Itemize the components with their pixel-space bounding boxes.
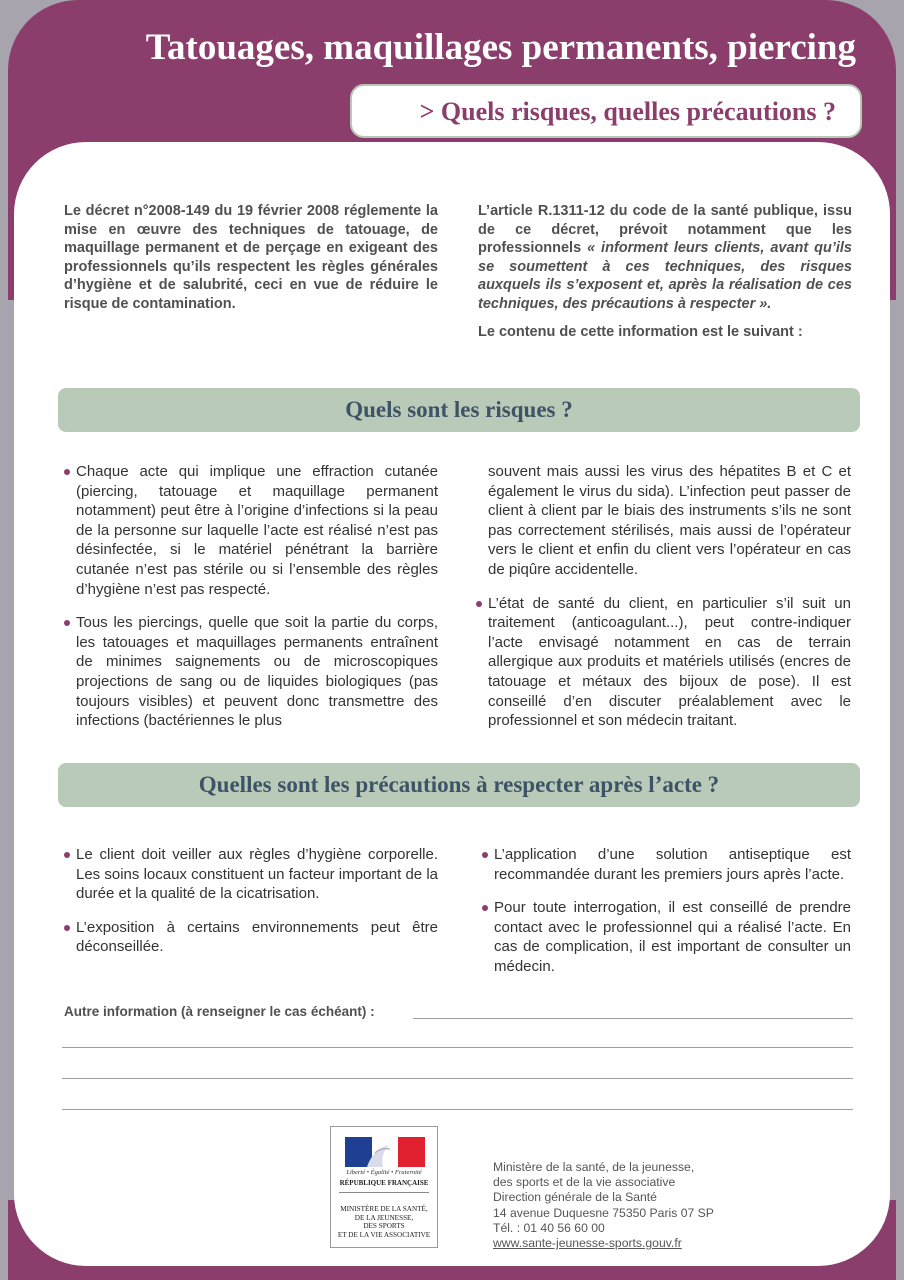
logo-ministry-line: DE LA JEUNESSE,	[354, 1213, 414, 1222]
subtitle-box: > Quels risques, quelles précautions ?	[350, 84, 862, 138]
logo-motto: Liberté • Égalité • Fraternité	[346, 1169, 422, 1176]
ministry-address	[493, 1160, 714, 1251]
logo-republic: RÉPUBLIQUE FRANÇAISE	[339, 1179, 429, 1187]
address-line: 14 avenue Duquesne 75350 Paris 07 SP	[493, 1205, 714, 1220]
bullet-dot-icon	[482, 905, 488, 911]
precaution-bullet-3	[482, 845, 851, 884]
intro-right	[478, 202, 852, 342]
website-link[interactable]: www.sante-jeunesse-sports.gouv.fr	[493, 1236, 682, 1251]
precaution-bullet-4-text: Pour toute interrogation, il est conseillé de prendre contact avec le professionnel qui a réalisé l’acte. En cas de complication, il est important de consulter un médecin.	[494, 899, 851, 975]
marianne-flag-icon	[345, 1137, 425, 1167]
page-title: Tatouages, maquillages permanents, piercing	[145, 27, 856, 68]
risks-heading: Quels sont les risques ?	[58, 388, 860, 432]
risk-bullet-2-text: Tous les piercings, quelle que soit la partie du corps, les tatouages et maquillages permanents entraînent de minimes saignements ou de microscopiques projections de sang ou de liquides biologiques (pas toujours visibles) et peuvent donc transmettre des infections (bactériennes le plus	[76, 614, 438, 730]
other-info-line-3[interactable]	[62, 1078, 853, 1079]
precaution-bullet-1	[64, 845, 438, 904]
ministry-logo	[330, 1126, 438, 1248]
logo-ministry-line: ET DE LA VIE ASSOCIATIVE	[337, 1230, 431, 1239]
risk-bullet-1	[64, 462, 438, 599]
bullet-dot-icon	[482, 852, 488, 858]
other-info-line-1[interactable]	[413, 1018, 853, 1019]
risk-bullet-2	[64, 613, 438, 731]
bullet-dot-icon	[64, 469, 70, 475]
address-line: Ministère de la santé, de la jeunesse,	[493, 1160, 695, 1174]
bullet-dot-icon	[64, 852, 70, 858]
risk-bullet-3	[476, 594, 851, 731]
precaution-bullet-1-text: Le client doit veiller aux règles d’hygiène corporelle. Les soins locaux constituent un facteur important de la durée et la qualité de la cicatrisation.	[76, 846, 438, 903]
other-info-label: Autre information (à renseigner le cas échéant) :	[64, 1004, 375, 1019]
intro-left-text: Le décret n°2008-149 du 19 février 2008 réglemente la mise en œuvre des techniques de tatouage, de maquillage permanent et de perçage en exigeant des professionnels qu’ils respectent les règles générales d’hygiène et de salubrité, ceci en vue de réduire le risque de contamination.	[64, 203, 438, 312]
other-info-line-4[interactable]	[62, 1109, 853, 1110]
logo-ministry-line: MINISTÈRE DE LA SANTÉ,	[340, 1205, 428, 1213]
precaution-bullet-3-text: L’application d’une solution antiseptique est recommandée durant les premiers jours après l’acte.	[494, 846, 851, 883]
address-line: Direction générale de la Santé	[493, 1190, 657, 1205]
address-phone: Tél. : 01 40 56 60 00	[493, 1220, 605, 1235]
address-line: des sports et de la vie associative	[493, 1175, 676, 1190]
logo-separator	[339, 1192, 429, 1193]
risk-bullet-2-continued: souvent mais aussi les virus des hépatites B et C et également le virus du sida). L’infection peut passer de client à client par le biais des instruments s’ils ne sont pas correctement stérilisés, mais aussi de l’opérateur vers le client et enfin du client vers l’opérateur en cas de piqûre accidentelle.	[488, 463, 851, 578]
bullet-dot-icon	[476, 601, 482, 607]
intro-right-lead: L’article R.1311-12 du code de la santé publique, issu de ce décret, prévoit notamment que les professionnels	[478, 203, 852, 256]
precautions-col-left	[76, 845, 438, 971]
intro-right-quote: « informent leurs clients, avant qu’ils se soumettent à ces techniques, des risques auxquels ils s’exposent et, après la réalisation de ces techniques, des précautions à respecter ».	[478, 240, 852, 312]
logo-ministry-text	[333, 1205, 435, 1239]
risk-bullet-3-text: L’état de santé du client, en particulier s’il suit un traitement (anticoagulant...), peut contre-indiquer l’acte envisagé notamment en cas de terrain allergique aux produits et matériels utilisés (encres de tatouage et métaux des bijoux de pose). Il est conseillé d’en discuter préalablement avec le professionnel et son médecin traitant.	[488, 594, 851, 730]
logo-ministry-line: DES SPORTS	[363, 1222, 405, 1231]
precautions-heading: Quelles sont les précautions à respecter après l’acte ?	[58, 763, 860, 807]
precautions-col-right	[494, 845, 851, 991]
intro-right-closing: Le contenu de cette information est le suivant :	[478, 324, 803, 340]
risks-col-right	[488, 462, 851, 745]
intro-right-text	[478, 202, 852, 313]
precaution-bullet-4	[482, 898, 851, 976]
bullet-dot-icon	[64, 925, 70, 931]
intro-left	[64, 202, 438, 313]
precaution-bullet-2-text: L’exposition à certains environnements peut être déconseillée.	[76, 918, 438, 956]
other-info-line-2[interactable]	[62, 1047, 853, 1048]
precaution-bullet-2	[64, 918, 438, 957]
risk-bullet-1-text: Chaque acte qui implique une effraction cutanée (piercing, tatouage et maquillage permanent notamment) peut être à l’origine d’infections si la peau de la personne sur laquelle l’acte est réalisé n’est pas désinfectée, si le matériel pénétrant la barrière cutanée n’est pas stérile ou si l’ensemble des règles d’hygiène n’est pas respecté.	[76, 463, 438, 598]
risks-col-left	[76, 462, 438, 745]
bullet-dot-icon	[64, 620, 70, 626]
